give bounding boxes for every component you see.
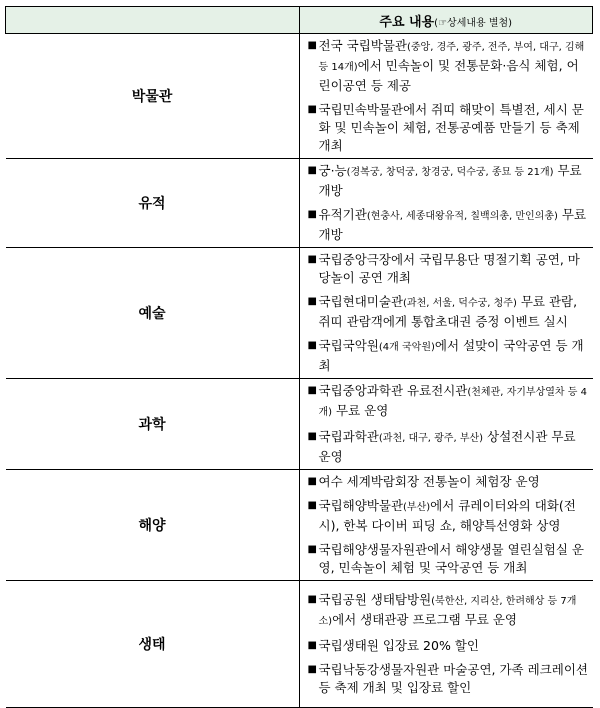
item-text: 전국 국립박물관 [318, 38, 407, 53]
list-item [308, 293, 589, 331]
square-bullet-icon: ■ [307, 104, 317, 115]
item-text-rest: 무료개방 [318, 207, 587, 242]
category-cell: 유적 [6, 159, 300, 248]
item-detail: (경복궁, 창덕궁, 창경궁, 덕수궁, 종묘 등 21개) [346, 167, 554, 178]
item-detail: (북한산, 지리산, 한려해상 등 7개소) [318, 596, 577, 627]
item-text: 국립해양생물자원관에서 해양생물 열린실험실 운영, 민속놀이 체험 및 국악공연 등 개최 [318, 542, 584, 575]
item-text-rest: 에서 설맞이 국악공연 등 개최 [318, 338, 584, 373]
list-item [308, 101, 589, 155]
item-text: 국립중앙과학관 유료전시관 [318, 383, 468, 398]
item-text: 여수 세계박람회장 전통놀이 체험장 운영 [318, 474, 540, 489]
item-text: 국립생태원 입장료 20% 할인 [318, 638, 479, 653]
list-item [308, 206, 589, 244]
items-cell [299, 248, 593, 379]
item-text-rest: 에서 큐레이터와의 대화(전시), 한복 다이버 피딩 쇼, 해양특선영화 상영 [318, 498, 576, 533]
square-bullet-icon: ■ [307, 476, 317, 487]
table-row [6, 379, 593, 470]
item-detail: (중앙, 경주, 광주, 전주, 부여, 대구, 김해 등 14개) [318, 42, 585, 73]
square-bullet-icon: ■ [307, 165, 317, 176]
list-item [308, 591, 589, 631]
list-item [308, 541, 589, 577]
category-cell: 생태 [6, 581, 300, 708]
item-detail: (과천, 대구, 광주, 부산) [378, 433, 484, 444]
square-bullet-icon: ■ [307, 664, 317, 675]
category-cell: 과학 [6, 379, 300, 470]
square-bullet-icon: ■ [307, 500, 317, 511]
item-text: 유적기관 [318, 207, 367, 222]
table-row [6, 470, 593, 581]
items-cell [299, 379, 593, 470]
header-content-cell [299, 7, 593, 34]
square-bullet-icon: ■ [307, 209, 317, 220]
item-text: 국립해양박물관 [318, 498, 404, 513]
list-item [308, 473, 589, 491]
table-body [6, 34, 593, 708]
list-item [308, 637, 589, 655]
table-row [6, 248, 593, 379]
item-text: 국립공원 생태탐방원 [318, 592, 432, 607]
item-text: 국립중앙극장에서 국립무용단 명절기획 공연, 마당놀이 공연 개최 [318, 252, 580, 285]
item-detail: (현충사, 세종대왕유적, 칠백의총, 만인의총) [366, 211, 558, 222]
list-item [308, 37, 589, 95]
items-cell [299, 581, 593, 708]
item-text: 국립과학관 [318, 429, 379, 444]
square-bullet-icon: ■ [307, 40, 317, 51]
square-bullet-icon: ■ [307, 431, 317, 442]
category-cell: 해양 [6, 470, 300, 581]
item-detail: (4개 국악원) [378, 342, 435, 353]
item-text-rest: 에서 생태관광 프로그램 무료 운영 [332, 612, 518, 627]
items-cell [299, 470, 593, 581]
item-text-rest: 상설전시관 무료 운영 [318, 429, 576, 464]
square-bullet-icon: ■ [307, 296, 317, 307]
square-bullet-icon: ■ [307, 340, 317, 351]
items-cell [299, 159, 593, 248]
list-item [308, 251, 589, 287]
item-text-rest: 무료개방 [318, 163, 582, 198]
item-text: 국립민속박물관에서 쥐띠 해맞이 특별전, 세시 문화 및 민속놀이 체험, 전통공예품 만들기 등 축제 개최 [318, 102, 584, 153]
list-item [308, 382, 589, 422]
items-cell [299, 34, 593, 159]
item-text: 국립낙동강생물자원관 마술공연, 가족 레크레이션 등 축제 개최 및 입장료 할인 [318, 662, 588, 695]
table-row [6, 34, 593, 159]
item-text-rest: 무료 관람, 쥐띠 관람객에게 통합초대권 증정 이벤트 실시 [318, 294, 578, 329]
list-item [308, 661, 589, 697]
item-text: 국립현대미술관 [318, 294, 404, 309]
item-text: 궁·능 [318, 163, 347, 178]
list-item [308, 428, 589, 466]
square-bullet-icon: ■ [307, 385, 317, 396]
header-category-cell [6, 7, 300, 34]
item-text-rest: 에서 민속놀이 및 전통문화·음식 체험, 어린이공연 등 제공 [318, 58, 579, 93]
square-bullet-icon: ■ [307, 640, 317, 651]
item-detail: (천체관, 자기부상열차 등 4개) [318, 387, 587, 418]
category-cell: 박물관 [6, 34, 300, 159]
square-bullet-icon: ■ [307, 594, 317, 605]
item-text-rest: 무료 운영 [332, 403, 389, 418]
item-detail: (부산) [403, 502, 431, 513]
table-row [6, 581, 593, 708]
list-item [308, 162, 589, 200]
header-title: 주요 내용 [379, 14, 435, 30]
item-text: 국립국악원 [318, 338, 379, 353]
header-note: (☞상세내용 별첨) [434, 17, 513, 29]
item-detail: (과천, 서울, 덕수궁, 청주) [403, 298, 517, 309]
table-header-row [6, 7, 593, 34]
square-bullet-icon: ■ [307, 544, 317, 555]
list-item [308, 337, 589, 375]
category-cell: 예술 [6, 248, 300, 379]
square-bullet-icon: ■ [307, 254, 317, 265]
festival-program-table [5, 6, 593, 708]
table-row [6, 159, 593, 248]
list-item [308, 497, 589, 535]
